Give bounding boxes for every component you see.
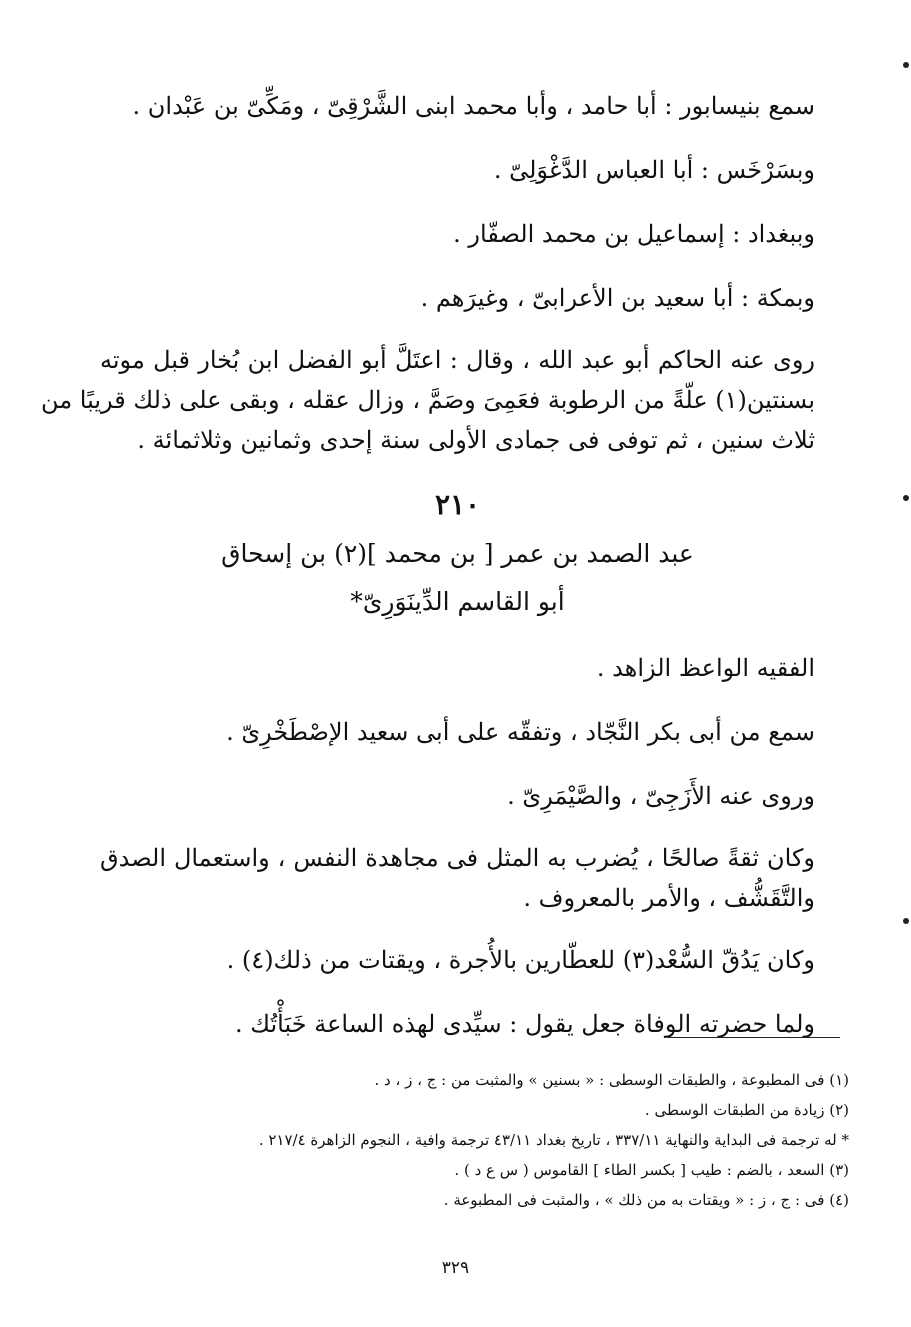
footnotes (150, 1065, 849, 1215)
entry-name-line1: عبد الصمد بن عمر [ بن محمد ](٢) بن إسحاق (221, 539, 694, 568)
footnote: * له ترجمة فى البداية والنهاية ٣٣٧/١١ ، تاريخ بغداد ٤٣/١١ ترجمة وافية ، النجوم الزاهرة ٢١٧/٤ . (258, 1131, 849, 1149)
footnote: (٤) فى : ج ، ز : « ويقتات به من ذلك » ، والمثبت فى المطبوعة . (443, 1191, 849, 1209)
footnote: (١) فى المطبوعة ، والطبقات الوسطى : « بسنين » والمثبت من : ج ، ز ، د . (374, 1071, 849, 1089)
margin-dot (903, 495, 909, 501)
paragraph-multiline (41, 340, 815, 460)
paragraph: وببغداد : إسماعيل بن محمد الصفّار . (453, 220, 815, 248)
text-line: روى عنه الحاكم أبو عبد الله ، وقال : اعتَلَّ أبو الفضل ابن بُخار قبل موته (100, 346, 815, 374)
page-number: ٣٢٩ (441, 1258, 470, 1278)
paragraph: وروى عنه الأَزَجِىّ ، والصَّيْمَرِىّ . (507, 782, 815, 810)
margin-dot (903, 918, 909, 924)
paragraph-multiline (100, 838, 815, 918)
entry-number: ٢١٠ (434, 488, 481, 521)
main-text (41, 84, 815, 1066)
paragraph: سمع بنيسابور : أبا حامد ، وأبا محمد ابنى الشَّرْقِىّ ، ومَكِّىّ بن عَبْدان . (132, 92, 815, 120)
text-line: وكان ثقةً صالحًا ، يُضرب به المثل فى مجاهدة النفس ، واستعمال الصدق (100, 844, 815, 872)
text-line: ثلاث سنين ، ثم توفى فى جمادى الأولى سنة إحدى وثمانين وثلاثمائة . (137, 426, 815, 454)
paragraph: وكان يَدُقّ السُّعْد(٣) للعطّارين بالأُجرة ، ويقتات من ذلك(٤) . (226, 946, 815, 974)
paragraph: سمع من أبى بكر النَّجّاد ، وتفقّه على أبى سعيد الإصْطَخْرِىّ . (226, 718, 815, 746)
text-line: بسنتين(١) علّةً من الرطوبة فعَمِىَ وصَمَّ ، وزال عقله ، وبقى على ذلك قريبًا من (41, 386, 815, 414)
footnote-separator (668, 1037, 840, 1038)
margin-dot (903, 62, 909, 68)
paragraph: وبمكة : أبا سعيد بن الأعرابىّ ، وغيرَهم . (420, 284, 815, 312)
text-line: والتَّقَشُّف ، والأمر بالمعروف . (523, 884, 815, 912)
footnote: (٣) السعد ، بالضم : طيب [ بكسر الطاء ] القاموس ( س ع د ) . (454, 1161, 849, 1179)
paragraph: ولما حضرته الوفاة جعل يقول : سيِّدى لهذه الساعة خَبَأْتُك . (235, 1010, 815, 1038)
footnote: (٢) زيادة من الطبقات الوسطى . (644, 1101, 849, 1119)
entry-name-line2: أبو القاسم الدِّينَوَرِىّ* (350, 587, 565, 616)
paragraph: الفقيه الواعظ الزاهد . (596, 654, 815, 682)
paragraph: وبسَرْخَس : أبا العباس الدَّغْوَلِىّ . (493, 156, 815, 184)
